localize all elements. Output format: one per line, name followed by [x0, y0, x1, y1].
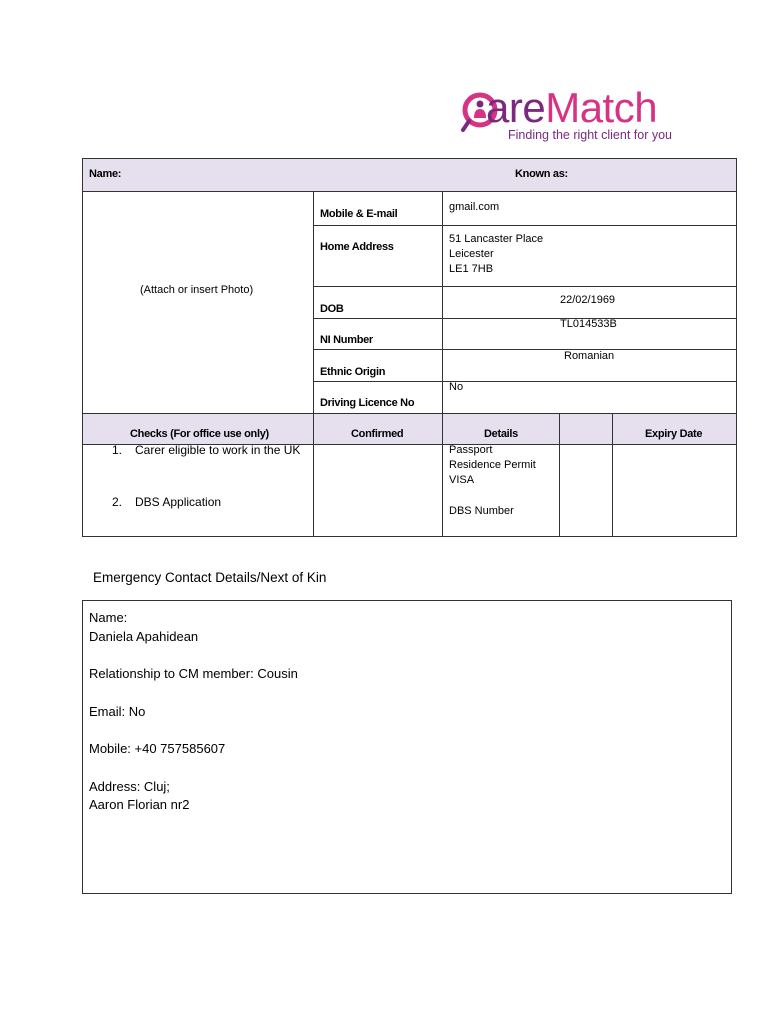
emergency-name-value: Daniela Apahidean [89, 628, 199, 644]
details-dbs-number: DBS Number [449, 505, 514, 517]
details-line-visa: VISA [449, 474, 475, 486]
dob-label: DOB [320, 303, 344, 315]
driving-licence-label: Driving Licence No [320, 397, 415, 409]
logo-wordmark: areMatch [486, 84, 658, 131]
emergency-mobile: Mobile: +40 757585607 [89, 741, 226, 756]
confirmed-header: Confirmed [351, 428, 404, 440]
emergency-contact-title: Emergency Contact Details/Next of Kin [93, 570, 327, 585]
emergency-contact-box [82, 600, 732, 894]
dob-value: 22/02/1969 [560, 294, 616, 306]
emergency-email: Email: No [89, 703, 146, 719]
expiry-date-header: Expiry Date [645, 428, 703, 440]
personal-details-table [82, 158, 737, 537]
mobile-email-value: gmail.com [449, 201, 500, 213]
name-label: Name: [89, 168, 122, 180]
home-address-line-1: 51 Lancaster Place [449, 233, 544, 245]
emergency-address-line-1: Address: Cluj; [89, 778, 170, 794]
header-row-shade [83, 159, 736, 191]
details-header: Details [484, 428, 518, 440]
check-item-2-text: DBS Application [135, 495, 222, 509]
photo-placeholder: (Attach or insert Photo) [140, 284, 254, 296]
check-item-1-number: 1. [112, 443, 123, 457]
check-item-2-number: 2. [112, 495, 123, 509]
logo-tagline: Finding the right client for you [508, 128, 672, 142]
ni-number-label: NI Number [320, 334, 373, 346]
details-line-passport: Passport [449, 444, 493, 456]
home-address-line-2: Leicester [449, 248, 494, 260]
mobile-email-label: Mobile & E-mail [320, 208, 398, 220]
emergency-name-label: Name: [89, 610, 128, 625]
known-as-label: Known as: [515, 168, 568, 180]
home-address-line-3: LE1 7HB [449, 263, 494, 275]
ethnic-origin-label: Ethnic Origin [320, 366, 386, 378]
checks-header: Checks (For office use only) [130, 428, 269, 440]
ethnic-origin-value: Romanian [564, 350, 615, 362]
details-line-residence: Residence Permit [449, 459, 536, 471]
home-address-label: Home Address [320, 241, 394, 253]
check-item-1-text: Carer eligible to work in the UK [135, 443, 301, 457]
emergency-address-line-2: Aaron Florian nr2 [89, 797, 190, 812]
ni-number-value: TL014533B [560, 318, 617, 330]
emergency-relationship: Relationship to CM member: Cousin [89, 666, 298, 681]
carematch-logo [460, 84, 700, 148]
driving-licence-value: No [449, 381, 464, 393]
